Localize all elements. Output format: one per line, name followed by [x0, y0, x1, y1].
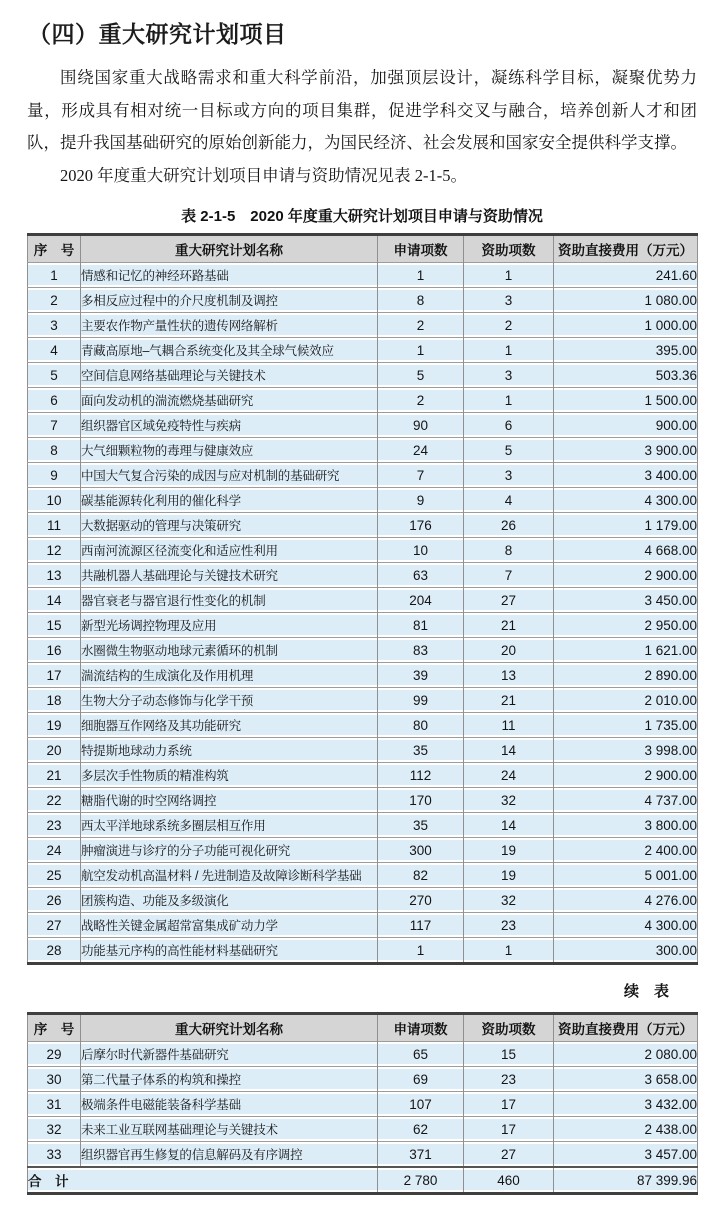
row-number: 14 [28, 588, 81, 613]
direct-funding: 1 000.00 [554, 313, 698, 338]
funded-count: 17 [464, 1092, 554, 1117]
direct-funding: 2 900.00 [554, 563, 698, 588]
table-row [28, 563, 698, 588]
program-name: 肿瘤演进与诊疗的分子功能可视化研究 [81, 838, 378, 863]
direct-funding: 241.60 [554, 263, 698, 288]
total-applications: 2 780 [378, 1167, 464, 1194]
applications-count: 1 [378, 938, 464, 964]
applications-count: 117 [378, 913, 464, 938]
program-name: 青藏高原地–气耦合系统变化及其全球气候效应 [81, 338, 378, 363]
row-number: 18 [28, 688, 81, 713]
total-funding: 87 399.96 [554, 1167, 698, 1194]
direct-funding: 2 080.00 [554, 1042, 698, 1067]
applications-count: 270 [378, 888, 464, 913]
serial-col-header: 序 号 [28, 1014, 81, 1042]
direct-funding: 3 658.00 [554, 1067, 698, 1092]
funded-col-header: 资助项数 [464, 1014, 554, 1042]
direct-funding: 3 457.00 [554, 1142, 698, 1168]
program-name: 中国大气复合污染的成因与应对机制的基础研究 [81, 463, 378, 488]
table-row [28, 288, 698, 313]
table-row [28, 513, 698, 538]
program-name: 细胞器互作网络及其功能研究 [81, 713, 378, 738]
applications-count: 107 [378, 1092, 464, 1117]
row-number: 20 [28, 738, 81, 763]
funded-count: 3 [464, 363, 554, 388]
section-heading: （四）重大研究计划项目 [28, 21, 287, 47]
applications-count: 80 [378, 713, 464, 738]
direct-funding: 4 300.00 [554, 913, 698, 938]
table-row [28, 688, 698, 713]
funding-table-part1 [27, 233, 698, 965]
direct-funding: 4 737.00 [554, 788, 698, 813]
table-row [28, 813, 698, 838]
row-number: 3 [28, 313, 81, 338]
table-row [28, 663, 698, 688]
program-name: 面向发动机的湍流燃烧基础研究 [81, 388, 378, 413]
funded-count: 13 [464, 663, 554, 688]
row-number: 23 [28, 813, 81, 838]
funded-col-header: 资助项数 [464, 235, 554, 263]
funded-count: 14 [464, 738, 554, 763]
direct-funding: 900.00 [554, 413, 698, 438]
row-number: 30 [28, 1067, 81, 1092]
program-name: 碳基能源转化利用的催化科学 [81, 488, 378, 513]
funded-count: 27 [464, 1142, 554, 1168]
applications-count: 99 [378, 688, 464, 713]
intro-paragraph: 围绕国家重大战略需求和重大科学前沿，加强顶层设计，凝练科学目标，凝聚优势力量，形成具有相对统一目标或方向的项目集群，促进学科交叉与融合，培养创新人才和团队，提升我国基础研究的原始创新能力，为国民经济、社会发展和国家安全提供科学支撑。 [27, 68, 697, 152]
funded-count: 26 [464, 513, 554, 538]
table-row [28, 413, 698, 438]
program-name: 水圈微生物驱动地球元素循环的机制 [81, 638, 378, 663]
row-number: 26 [28, 888, 81, 913]
row-number: 6 [28, 388, 81, 413]
table-row [28, 1042, 698, 1067]
funded-count: 8 [464, 538, 554, 563]
program-name: 未来工业互联网基础理论与关键技术 [81, 1117, 378, 1142]
direct-funding: 4 668.00 [554, 538, 698, 563]
table-row [28, 1092, 698, 1117]
table-row [28, 738, 698, 763]
applications-count: 82 [378, 863, 464, 888]
table-row [28, 338, 698, 363]
applications-count: 7 [378, 463, 464, 488]
direct-funding: 2 010.00 [554, 688, 698, 713]
applications-count: 35 [378, 813, 464, 838]
program-name: 组织器官再生修复的信息解码及有序调控 [81, 1142, 378, 1168]
direct-funding: 4 300.00 [554, 488, 698, 513]
table-row [28, 588, 698, 613]
funded-count: 1 [464, 938, 554, 964]
row-number: 1 [28, 263, 81, 288]
direct-funding: 3 800.00 [554, 813, 698, 838]
funded-count: 1 [464, 388, 554, 413]
row-number: 17 [28, 663, 81, 688]
applications-count: 9 [378, 488, 464, 513]
program-name: 多层次手性物质的精准构筑 [81, 763, 378, 788]
row-number: 31 [28, 1092, 81, 1117]
direct-funding: 3 450.00 [554, 588, 698, 613]
table-row [28, 488, 698, 513]
row-number: 11 [28, 513, 81, 538]
direct-funding: 2 900.00 [554, 763, 698, 788]
program-name: 战略性关键金属超常富集成矿动力学 [81, 913, 378, 938]
program-name: 西太平洋地球系统多圈层相互作用 [81, 813, 378, 838]
funded-count: 1 [464, 263, 554, 288]
applications-count: 1 [378, 338, 464, 363]
direct-funding: 2 438.00 [554, 1117, 698, 1142]
program-name: 第二代量子体系的构筑和操控 [81, 1067, 378, 1092]
direct-funding: 2 400.00 [554, 838, 698, 863]
funding-col-header: 资助直接费用（万元） [554, 235, 698, 263]
funded-count: 2 [464, 313, 554, 338]
applications-count: 83 [378, 638, 464, 663]
program-name: 空间信息网络基础理论与关键技术 [81, 363, 378, 388]
applications-count: 371 [378, 1142, 464, 1168]
program-name: 生物大分子动态修饰与化学干预 [81, 688, 378, 713]
applications-count: 62 [378, 1117, 464, 1142]
row-number: 9 [28, 463, 81, 488]
direct-funding: 3 432.00 [554, 1092, 698, 1117]
applications-count: 81 [378, 613, 464, 638]
name-col-header: 重大研究计划名称 [81, 1014, 378, 1042]
row-number: 22 [28, 788, 81, 813]
program-name: 主要农作物产量性状的遗传网络解析 [81, 313, 378, 338]
total-funded: 460 [464, 1167, 554, 1194]
row-number: 32 [28, 1117, 81, 1142]
table-title: 表 2-1-5 2020 年度重大研究计划项目申请与资助情况 [181, 208, 543, 225]
applications-count: 300 [378, 838, 464, 863]
table-row [28, 863, 698, 888]
funded-count: 3 [464, 463, 554, 488]
funded-count: 21 [464, 688, 554, 713]
table-row [28, 638, 698, 663]
table-row [28, 1067, 698, 1092]
program-name: 西南河流源区径流变化和适应性利用 [81, 538, 378, 563]
table-row [28, 913, 698, 938]
program-name: 多相反应过程中的介尺度机制及调控 [81, 288, 378, 313]
funded-count: 15 [464, 1042, 554, 1067]
header-row [28, 235, 698, 263]
row-number: 12 [28, 538, 81, 563]
funding-table-part2 [27, 1012, 698, 1195]
applications-col-header: 申请项数 [378, 1014, 464, 1042]
applications-count: 2 [378, 313, 464, 338]
program-name: 特提斯地球动力系统 [81, 738, 378, 763]
row-number: 33 [28, 1142, 81, 1168]
row-number: 29 [28, 1042, 81, 1067]
row-number: 21 [28, 763, 81, 788]
funding-col-header: 资助直接费用（万元） [554, 1014, 698, 1042]
program-name: 航空发动机高温材料 / 先进制造及故障诊断科学基础 [81, 863, 378, 888]
program-name: 大数据驱动的管理与决策研究 [81, 513, 378, 538]
total-row [28, 1167, 698, 1194]
row-number: 10 [28, 488, 81, 513]
table-row [28, 538, 698, 563]
table-row [28, 763, 698, 788]
table-row [28, 1142, 698, 1168]
applications-count: 5 [378, 363, 464, 388]
direct-funding: 503.36 [554, 363, 698, 388]
direct-funding: 5 001.00 [554, 863, 698, 888]
funded-count: 17 [464, 1117, 554, 1142]
applications-count: 8 [378, 288, 464, 313]
direct-funding: 2 890.00 [554, 663, 698, 688]
table-reference-paragraph: 2020 年度重大研究计划项目申请与资助情况见表 2-1-5。 [60, 165, 467, 185]
row-number: 19 [28, 713, 81, 738]
table-row [28, 363, 698, 388]
program-name: 极端条件电磁能装备科学基础 [81, 1092, 378, 1117]
applications-count: 90 [378, 413, 464, 438]
table-row [28, 788, 698, 813]
row-number: 5 [28, 363, 81, 388]
table-row [28, 1117, 698, 1142]
name-col-header: 重大研究计划名称 [81, 235, 378, 263]
funded-count: 23 [464, 913, 554, 938]
program-name: 新型光场调控物理及应用 [81, 613, 378, 638]
applications-count: 204 [378, 588, 464, 613]
program-name: 组织器官区域免疫特性与疾病 [81, 413, 378, 438]
funded-count: 7 [464, 563, 554, 588]
applications-count: 112 [378, 763, 464, 788]
funded-count: 21 [464, 613, 554, 638]
row-number: 2 [28, 288, 81, 313]
funded-count: 23 [464, 1067, 554, 1092]
table-row [28, 438, 698, 463]
program-name: 器官衰老与器官退行性变化的机制 [81, 588, 378, 613]
direct-funding: 1 735.00 [554, 713, 698, 738]
funded-count: 20 [464, 638, 554, 663]
program-name: 团簇构造、功能及多级演化 [81, 888, 378, 913]
row-number: 16 [28, 638, 81, 663]
direct-funding: 1 179.00 [554, 513, 698, 538]
program-name: 大气细颗粒物的毒理与健康效应 [81, 438, 378, 463]
program-name: 湍流结构的生成演化及作用机理 [81, 663, 378, 688]
direct-funding: 3 400.00 [554, 463, 698, 488]
direct-funding: 2 950.00 [554, 613, 698, 638]
applications-count: 170 [378, 788, 464, 813]
direct-funding: 1 621.00 [554, 638, 698, 663]
row-number: 7 [28, 413, 81, 438]
funded-count: 19 [464, 863, 554, 888]
applications-count: 176 [378, 513, 464, 538]
program-name: 糖脂代谢的时空网络调控 [81, 788, 378, 813]
direct-funding: 300.00 [554, 938, 698, 964]
row-number: 28 [28, 938, 81, 964]
table-row [28, 938, 698, 964]
applications-count: 24 [378, 438, 464, 463]
serial-col-header: 序 号 [28, 235, 81, 263]
funded-count: 11 [464, 713, 554, 738]
table-row [28, 888, 698, 913]
funded-count: 5 [464, 438, 554, 463]
row-number: 27 [28, 913, 81, 938]
table-row [28, 613, 698, 638]
total-label: 合 计 [28, 1167, 378, 1194]
direct-funding: 3 900.00 [554, 438, 698, 463]
funded-count: 32 [464, 788, 554, 813]
table-row [28, 713, 698, 738]
row-number: 24 [28, 838, 81, 863]
applications-count: 35 [378, 738, 464, 763]
table-row [28, 263, 698, 288]
table-row [28, 463, 698, 488]
row-number: 15 [28, 613, 81, 638]
table-row [28, 313, 698, 338]
program-name: 后摩尔时代新器件基础研究 [81, 1042, 378, 1067]
funded-count: 32 [464, 888, 554, 913]
table-row [28, 838, 698, 863]
header-row [28, 1014, 698, 1042]
funded-count: 3 [464, 288, 554, 313]
row-number: 8 [28, 438, 81, 463]
table-row [28, 388, 698, 413]
continued-table-label: 续 表 [623, 983, 669, 1000]
applications-count: 69 [378, 1067, 464, 1092]
row-number: 25 [28, 863, 81, 888]
funded-count: 4 [464, 488, 554, 513]
applications-count: 1 [378, 263, 464, 288]
program-name: 共融机器人基础理论与关键技术研究 [81, 563, 378, 588]
row-number: 13 [28, 563, 81, 588]
funded-count: 24 [464, 763, 554, 788]
applications-col-header: 申请项数 [378, 235, 464, 263]
applications-count: 39 [378, 663, 464, 688]
applications-count: 2 [378, 388, 464, 413]
applications-count: 63 [378, 563, 464, 588]
program-name: 情感和记忆的神经环路基础 [81, 263, 378, 288]
funded-count: 1 [464, 338, 554, 363]
funded-count: 6 [464, 413, 554, 438]
direct-funding: 1 080.00 [554, 288, 698, 313]
applications-count: 65 [378, 1042, 464, 1067]
program-name: 功能基元序构的高性能材料基础研究 [81, 938, 378, 964]
funded-count: 19 [464, 838, 554, 863]
direct-funding: 4 276.00 [554, 888, 698, 913]
applications-count: 10 [378, 538, 464, 563]
direct-funding: 395.00 [554, 338, 698, 363]
funded-count: 14 [464, 813, 554, 838]
funded-count: 27 [464, 588, 554, 613]
direct-funding: 1 500.00 [554, 388, 698, 413]
row-number: 4 [28, 338, 81, 363]
direct-funding: 3 998.00 [554, 738, 698, 763]
